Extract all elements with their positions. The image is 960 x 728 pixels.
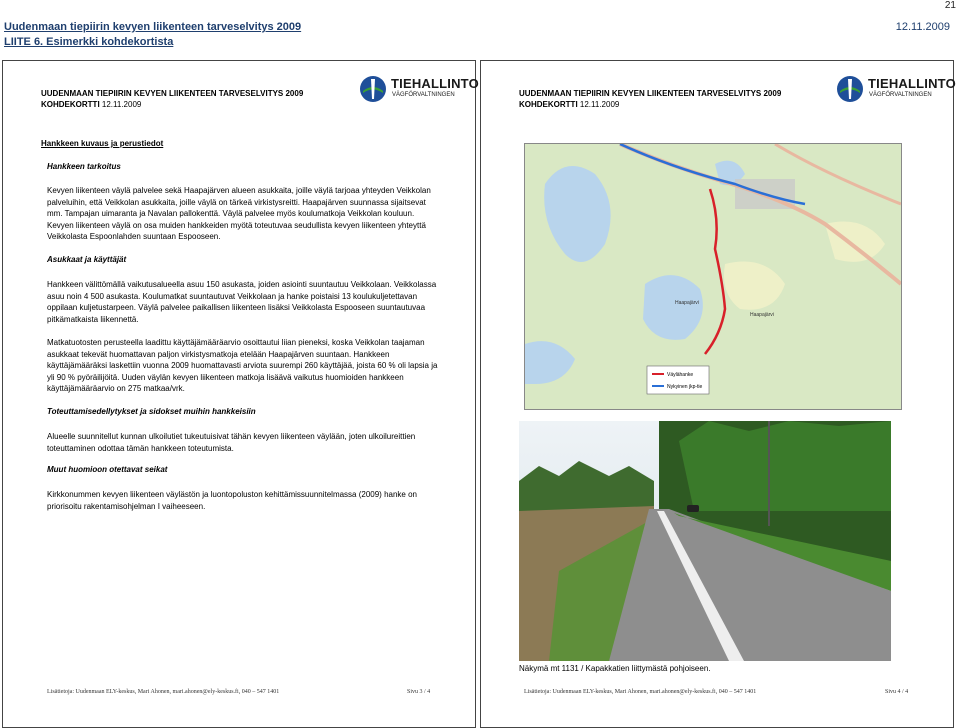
card-title — [519, 88, 781, 110]
card-date: 12.11.2009 — [101, 100, 142, 109]
tiehallinto-logo — [359, 75, 387, 108]
heading-other: Muut huomioon otettavat seikat — [47, 465, 168, 474]
card-title — [41, 88, 303, 110]
tiehallinto-logo — [836, 75, 864, 108]
legend-existing: Nykyinen jkp-tie — [667, 384, 703, 390]
photo-caption: Näkymä mt 1131 / Kapakkatien liittymästä pohjoiseen. — [519, 664, 711, 673]
tiehallinto-logo-icon — [836, 75, 864, 103]
paragraph-purpose: Kevyen liikenteen väylä palvelee sekä Haapajärven alueen asukkaita, joille väylä tarjoaa yhteyden Veikkolan palveluihin, että Veikkolan asukkaita, joille väylä on tärkeä virkistysreitti. Haapajärven suunnassa sijaitsevat mm. Tampajan uimaranta ja Navalan pallokenttä. Väylä palvelee myös koulumatkoja Veikkolan kouluun. Kevyen liikenteen väylä on osa muiden hankkeiden myötä toteutuvaa seudullista kevyen liikenteen yhteyttä Veikkolasta Espoonlahden suuntaan Espooseen. — [47, 186, 431, 241]
header-date: 12.11.2009 — [895, 21, 950, 33]
road-photo-svg — [519, 421, 891, 661]
footer-contact: Lisätietoja: Uudenmaan ELY-keskus, Mari Ahonen, mari.ahonen@ely-keskus.fi, 040 – 547 1401 — [524, 689, 757, 695]
footer-page: Sivu 3 / 4 — [407, 689, 431, 695]
paragraph-users-1: Hankkeen välittömällä vaikutusalueella asuu 150 asukasta, joiden asiointi suuntautuu Veikkolaan. Veikkolassa asuu noin 4 500 asukasta. Koulumatkat suuntautuvat Veikkolaan ja hanke poistaisi 13 koulukuljetettavan oppilaan kuljetustarpeen. Väylä palvelee paikallisen liikenteen lisäksi Veikkolasta Espooseen suuntautuvaa pitkämatkaista liikennettä. — [47, 280, 437, 324]
section-title: Hankkeen kuvaus ja perustiedot — [41, 139, 164, 148]
route-map — [524, 143, 902, 410]
logo-name: TIEHALLINTO — [391, 76, 479, 91]
logo-subtitle: VÄGFÖRVALTNINGEN — [392, 92, 455, 98]
card-date: 12.11.2009 — [579, 100, 620, 109]
footer-contact: Lisätietoja: Uudenmaan ELY-keskus, Mari Ahonen, mari.ahonen@ely-keskus.fi, 040 – 547 1401 — [47, 689, 280, 695]
heading-purpose: Hankkeen tarkoitus — [47, 162, 121, 171]
tiehallinto-logo-icon — [359, 75, 387, 103]
map-label-lake: Haapajärvi — [675, 300, 699, 306]
card-title-text: UUDENMAAN TIEPIIRIN KEVYEN LIIKENTEEN TARVESELVITYS 2009 — [519, 89, 782, 98]
card-label: KOHDEKORTTI — [41, 100, 100, 109]
report-title: Uudenmaan tiepiirin kevyen liikenteen tarveselvitys 2009 — [4, 21, 302, 33]
paragraph-users-2: Matkatuotosten perusteella laadittu käyttäjämääräarvio osoittautui liian pieneksi, koska Veikkolan taajaman asukkaat tekevät huomattavan paljon virkistysmatkoja etelään Haapajärven suuntaan. Hankkeen käyttäjämääräksi laskettiin vuonna 2009 huomattavasti arviota suurempi 260 käyttäjää, joista 60 % oli lapsia ja yli 90 % pyöräilijöitä. Uuden väylän kevyen liikenteen matkoja lisäävä vaikutus huomioiden hankkeen käyttäjämääräarvio on 275 matkaa/vrk. — [47, 338, 438, 393]
page-number: 21 — [944, 0, 956, 11]
logo-subtitle: VÄGFÖRVALTNINGEN — [869, 92, 932, 98]
road-photo — [519, 421, 891, 661]
route-map-svg — [525, 144, 901, 409]
logo-name: TIEHALLINTO — [868, 76, 956, 91]
legend-route: Väylähanke — [667, 372, 694, 378]
heading-users: Asukkaat ja käyttäjät — [47, 255, 127, 264]
card-page-left — [2, 60, 479, 728]
card-label: KOHDEKORTTI — [519, 100, 578, 109]
card-page-right — [480, 60, 954, 728]
paragraph-other: Kirkkonummen kevyen liikenteen väylästön ja luontopoluston kehittämissuunnitelmassa (2009) hanke on priorisoitu rakentamisohjelman I vaiheeseen. — [47, 490, 417, 511]
appendix-title: LIITE 6. Esimerkki kohdekortista — [4, 36, 174, 48]
card-title-text: UUDENMAAN TIEPIIRIN KEVYEN LIIKENTEEN TARVESELVITYS 2009 — [41, 89, 304, 98]
heading-conditions: Toteuttamisedellytykset ja sidokset muihin hankkeisiin — [47, 407, 256, 416]
map-label-village: Haapajärvi — [750, 312, 774, 318]
footer-page: Sivu 4 / 4 — [885, 689, 909, 695]
paragraph-conditions: Alueelle suunnitellut kunnan ulkoilutiet tukeutuisivat tähän kevyen liikenteen väylään, joten ulkoilureittien toteuttaminen odottaa tämän hankkeen toteutumista. — [47, 432, 416, 453]
